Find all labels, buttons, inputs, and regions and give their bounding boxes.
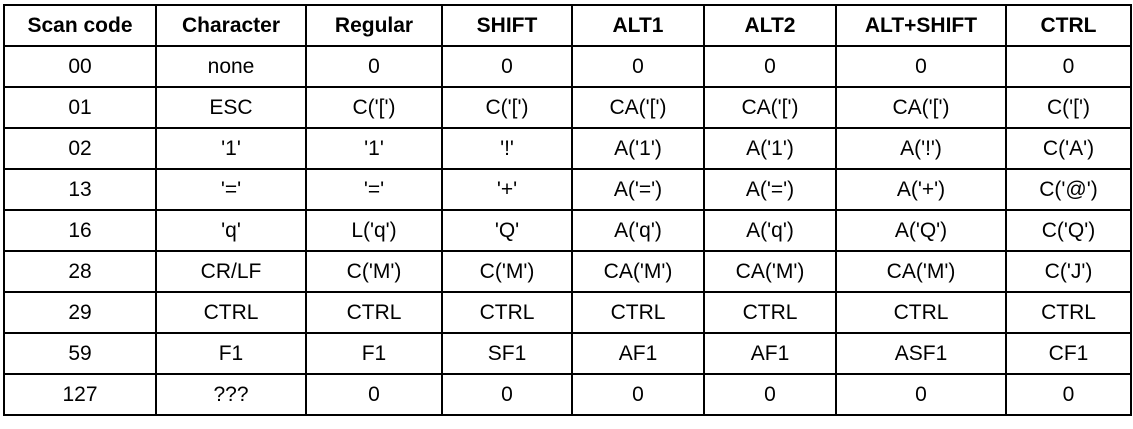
cell-shift: 0 (442, 374, 572, 415)
cell-ctrl: C('@') (1006, 169, 1131, 210)
cell-alt1: A('1') (572, 128, 704, 169)
cell-alt-shift: CA('[') (836, 87, 1006, 128)
column-header-alt2: ALT2 (704, 5, 836, 46)
cell-alt1: 0 (572, 46, 704, 87)
cell-regular: 0 (306, 374, 442, 415)
cell-alt2: A('=') (704, 169, 836, 210)
cell-regular: F1 (306, 333, 442, 374)
table-row (4, 292, 1131, 333)
cell-alt-shift: A('Q') (836, 210, 1006, 251)
cell-alt2: AF1 (704, 333, 836, 374)
cell-alt2: A('q') (704, 210, 836, 251)
column-header-alt-shift: ALT+SHIFT (836, 5, 1006, 46)
cell-alt1: CA('M') (572, 251, 704, 292)
cell-scan-code: 01 (4, 87, 156, 128)
cell-ctrl: C('[') (1006, 87, 1131, 128)
cell-alt-shift: 0 (836, 46, 1006, 87)
cell-alt2: CA('M') (704, 251, 836, 292)
cell-character: '1' (156, 128, 306, 169)
column-header-alt1: ALT1 (572, 5, 704, 46)
cell-alt1: A('=') (572, 169, 704, 210)
cell-regular: CTRL (306, 292, 442, 333)
cell-regular: C('M') (306, 251, 442, 292)
cell-alt-shift: 0 (836, 374, 1006, 415)
cell-shift: CTRL (442, 292, 572, 333)
cell-shift: SF1 (442, 333, 572, 374)
table-row (4, 333, 1131, 374)
cell-alt1: CTRL (572, 292, 704, 333)
cell-alt2: CA('[') (704, 87, 836, 128)
cell-scan-code: 16 (4, 210, 156, 251)
column-header-character: Character (156, 5, 306, 46)
cell-shift: C('[') (442, 87, 572, 128)
cell-regular: L('q') (306, 210, 442, 251)
cell-alt-shift: A('+') (836, 169, 1006, 210)
column-header-regular: Regular (306, 5, 442, 46)
cell-character: CR/LF (156, 251, 306, 292)
cell-alt-shift: ASF1 (836, 333, 1006, 374)
cell-alt1: A('q') (572, 210, 704, 251)
cell-character: 'q' (156, 210, 306, 251)
table-row (4, 128, 1131, 169)
cell-alt2: 0 (704, 374, 836, 415)
cell-scan-code: 00 (4, 46, 156, 87)
cell-ctrl: CTRL (1006, 292, 1131, 333)
cell-alt2: A('1') (704, 128, 836, 169)
table-body (4, 46, 1131, 415)
cell-ctrl: 0 (1006, 374, 1131, 415)
cell-ctrl: 0 (1006, 46, 1131, 87)
table-row (4, 251, 1131, 292)
cell-regular: C('[') (306, 87, 442, 128)
cell-alt1: 0 (572, 374, 704, 415)
cell-shift: '+' (442, 169, 572, 210)
table-row (4, 87, 1131, 128)
cell-character: none (156, 46, 306, 87)
cell-ctrl: CF1 (1006, 333, 1131, 374)
cell-alt-shift: A('!') (836, 128, 1006, 169)
cell-scan-code: 127 (4, 374, 156, 415)
scan-code-table (3, 4, 1132, 416)
cell-alt2: CTRL (704, 292, 836, 333)
column-header-shift: SHIFT (442, 5, 572, 46)
column-header-scan-code: Scan code (4, 5, 156, 46)
cell-ctrl: C('Q') (1006, 210, 1131, 251)
cell-character: ??? (156, 374, 306, 415)
cell-alt1: CA('[') (572, 87, 704, 128)
cell-shift: '!' (442, 128, 572, 169)
cell-regular: '1' (306, 128, 442, 169)
cell-scan-code: 59 (4, 333, 156, 374)
table-row (4, 46, 1131, 87)
cell-scan-code: 29 (4, 292, 156, 333)
cell-ctrl: C('A') (1006, 128, 1131, 169)
cell-alt2: 0 (704, 46, 836, 87)
table-row (4, 374, 1131, 415)
cell-shift: 'Q' (442, 210, 572, 251)
cell-alt-shift: CA('M') (836, 251, 1006, 292)
column-header-ctrl: CTRL (1006, 5, 1131, 46)
cell-scan-code: 02 (4, 128, 156, 169)
table-header-row (4, 5, 1131, 46)
cell-character: ESC (156, 87, 306, 128)
cell-scan-code: 28 (4, 251, 156, 292)
table-row (4, 210, 1131, 251)
cell-alt1: AF1 (572, 333, 704, 374)
cell-ctrl: C('J') (1006, 251, 1131, 292)
cell-regular: 0 (306, 46, 442, 87)
table-header (4, 5, 1131, 46)
cell-regular: '=' (306, 169, 442, 210)
cell-shift: C('M') (442, 251, 572, 292)
cell-character: CTRL (156, 292, 306, 333)
cell-character: '=' (156, 169, 306, 210)
cell-scan-code: 13 (4, 169, 156, 210)
cell-alt-shift: CTRL (836, 292, 1006, 333)
table-row (4, 169, 1131, 210)
cell-character: F1 (156, 333, 306, 374)
cell-shift: 0 (442, 46, 572, 87)
